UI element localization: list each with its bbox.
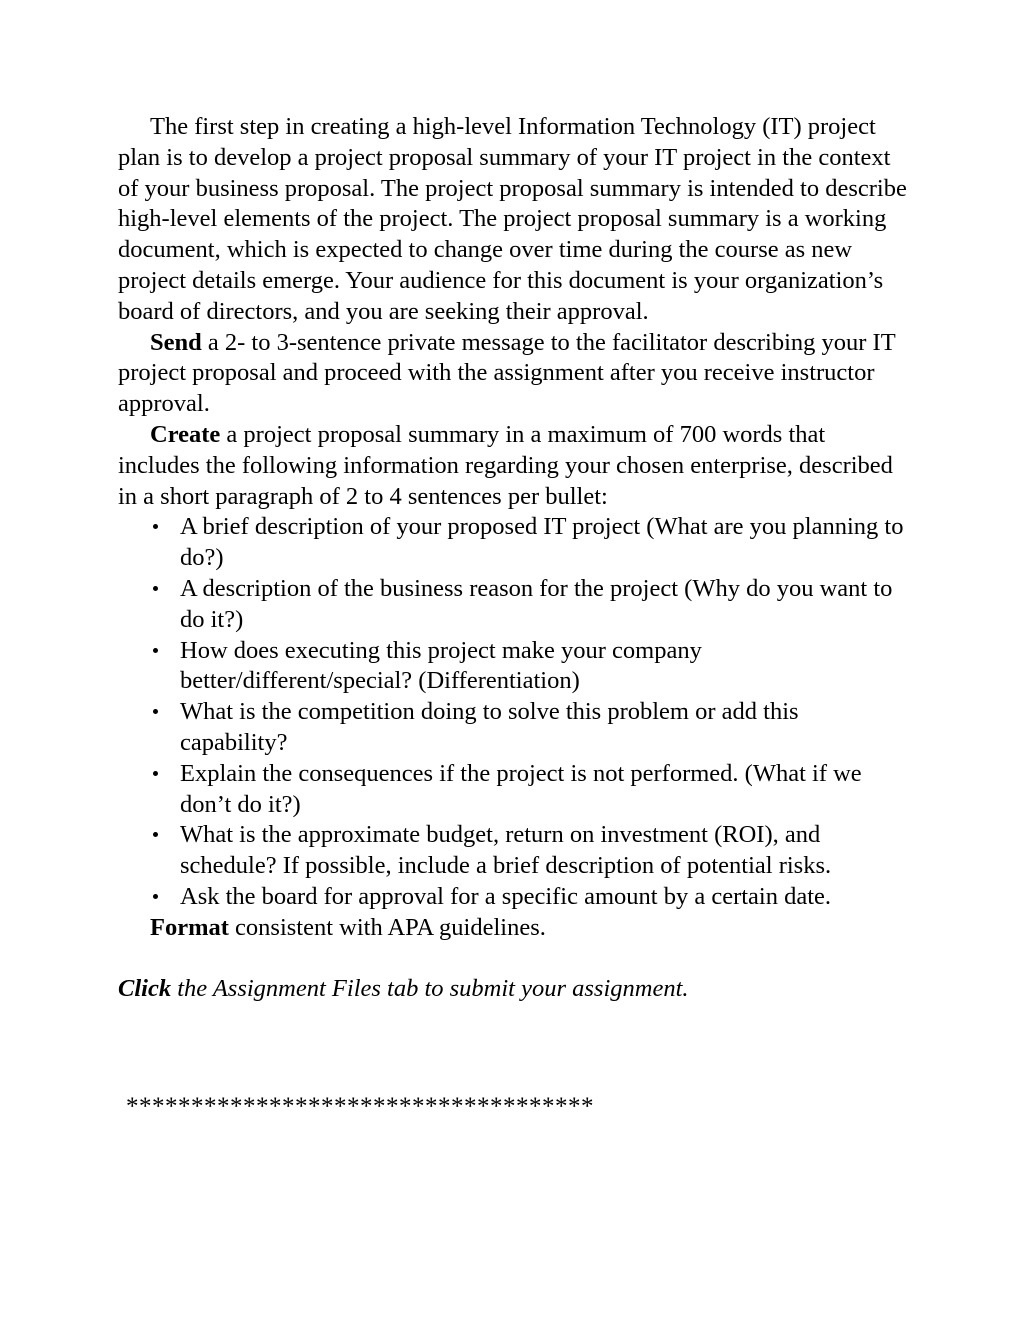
paragraph-create-text: a project proposal summary in a maximum of 700 words that includes the following information regarding your chosen enterprise, described in a short paragraph of 2 to 4 sentences per bullet: xyxy=(118,420,893,510)
list-item-text: What is the approximate budget, return on investment (ROI), and schedule? If possible, include a brief description of potential risks. xyxy=(180,821,832,880)
list-item-text: Explain the consequences if the project is not performed. (What if we don’t do it?) xyxy=(180,759,862,818)
list-item-text: A description of the business reason for the project (Why do you want to do it?) xyxy=(180,574,893,633)
format-line xyxy=(118,913,908,944)
paragraph-create xyxy=(118,420,908,512)
list-item xyxy=(118,574,908,636)
click-line-lead: Click xyxy=(118,974,172,1002)
list-item xyxy=(118,636,908,698)
bullet-dot-icon xyxy=(153,832,158,837)
bullet-dot-icon xyxy=(153,771,158,776)
paragraph-send-text: a 2- to 3-sentence private message to the facilitator describing your IT project proposal and proceed with the assignment after you receive instructor approval. xyxy=(118,328,896,418)
paragraph-intro-text: The first step in creating a high-level Information Technology (IT) project plan is to develop a project proposal summary of your IT project in the context of your business proposal. The project proposal summary is intended to describe high-level elements of the project. The project proposal summary is a working document, which is expected to change over time during the course as new project details emerge. Your audience for this document is your organization’s board of directors, and you are seeking their approval. xyxy=(118,113,907,325)
list-item xyxy=(118,512,908,574)
list-item-text: What is the competition doing to solve this problem or add this capability? xyxy=(180,698,799,756)
list-item-text: Ask the board for approval for a specific amount by a certain date. xyxy=(180,882,832,910)
paragraph-send xyxy=(118,328,908,420)
list-item xyxy=(118,820,908,882)
format-line-lead: Format xyxy=(150,913,229,941)
paragraph-send-lead: Send xyxy=(150,328,202,356)
requirements-list xyxy=(118,512,908,912)
section-separator: ************************************ xyxy=(126,1093,594,1121)
format-line-text: consistent with APA guidelines. xyxy=(228,913,546,941)
paragraph-intro xyxy=(118,112,908,328)
bullet-dot-icon xyxy=(153,586,158,591)
list-item-text: How does executing this project make your company better/different/special? (Differentiation) xyxy=(180,636,702,695)
bullet-dot-icon xyxy=(153,524,158,529)
list-item-text: A brief description of your proposed IT project (What are you planning to do?) xyxy=(180,513,904,572)
paragraph-create-lead: Create xyxy=(150,420,221,448)
list-item xyxy=(118,697,908,759)
click-line xyxy=(118,944,908,1005)
click-line-text: the Assignment Files tab to submit your assignment. xyxy=(171,974,689,1002)
bullet-dot-icon xyxy=(153,709,158,714)
list-item xyxy=(118,882,908,913)
list-item xyxy=(118,759,908,821)
bullet-dot-icon xyxy=(153,894,158,899)
bullet-dot-icon xyxy=(153,648,158,653)
document-body xyxy=(118,112,908,1122)
